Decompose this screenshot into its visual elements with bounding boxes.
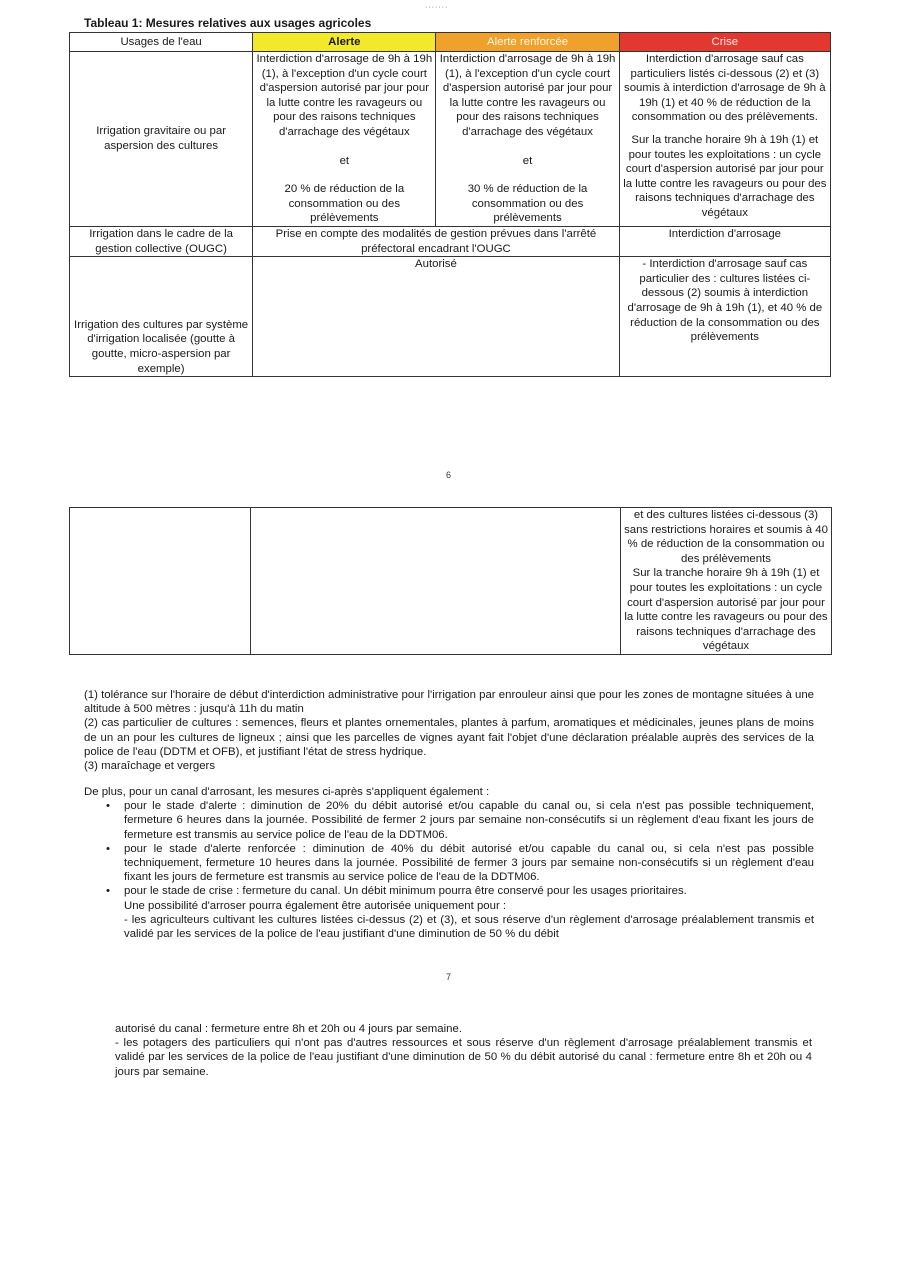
cell-merged-ougc: Prise en compte des modalités de gestion prévues dans l'arrêté préfectoral encadrant l'OUGC bbox=[253, 226, 619, 256]
header-alerte-renforcee: Alerte renforcée bbox=[436, 33, 619, 52]
cell-text: 20 % de réduction de la consommation ou des prélèvements bbox=[284, 183, 405, 225]
canal-section bbox=[84, 785, 814, 941]
cell-crise bbox=[619, 52, 830, 227]
cell-crise-ougc: Interdiction d'arrosage bbox=[619, 226, 830, 256]
cell-text: Interdiction d'arrosage de 9h à 19h (1), à l'exception d'un cycle court d'aspersion autorisé par jour pour la lutte contre les ravageurs ou pour des raisons techniques d'arrachage des végétaux bbox=[439, 53, 616, 138]
cell-text: et bbox=[522, 154, 533, 167]
usage-irrigation-localisee: Irrigation des cultures par système d'irrigation localisée (goutte à goutte, micro-aspersion par exemple) bbox=[70, 257, 253, 377]
cell-crise-continued bbox=[621, 508, 832, 655]
table-row bbox=[70, 226, 831, 256]
cell-text: 30 % de réduction de la consommation ou des prélèvements bbox=[467, 183, 588, 225]
footnotes bbox=[84, 688, 814, 773]
cell-empty bbox=[251, 508, 621, 655]
cell-text: et des cultures listées ci-dessous (3) sans restrictions horaires et soumis à 40 % de réduction de la consommation ou des prélèvements bbox=[624, 509, 828, 565]
cell-text: et bbox=[339, 154, 350, 167]
canal-section-continued bbox=[115, 1022, 812, 1079]
header-alerte: Alerte bbox=[253, 33, 436, 52]
cell-alerte-renforcee bbox=[436, 52, 619, 227]
cell-text: Sur la tranche horaire 9h à 19h (1) et pour toutes les exploitations : un cycle court d'aspersion autorisé par jour pour la lutte contre les ravageurs ou pour des raisons techniques d'arrachage des végétaux bbox=[623, 133, 827, 219]
crise-dash-1: - les agriculteurs cultivant les cultures listées ci-dessus (2) et (3), et sous réserve d'un règlement d'arrosage préalablement transmis et validé par les services de la police de l'eau justifiant d'une diminution de 50 % du débit bbox=[124, 913, 814, 941]
cell-alerte bbox=[253, 52, 436, 227]
cell-crise-localisee: - Interdiction d'arrosage sauf cas particulier des : cultures listées ci-dessous (2) soumis à interdiction d'arrosage de 9h à 19h (1), et 40 % de réduction de la consommation ou des prélèvements bbox=[619, 257, 830, 377]
crise-dash-1-end: autorisé du canal : fermeture entre 8h et 20h ou 4 jours par semaine. bbox=[115, 1023, 462, 1035]
table-row bbox=[70, 257, 831, 377]
crise-sub: Une possibilité d'arroser pourra également être autorisée uniquement pour : bbox=[124, 899, 507, 912]
header-usages: Usages de l'eau bbox=[70, 33, 253, 52]
footnote: (1) tolérance sur l'horaire de début d'interdiction administrative pour l'irrigation par enrouleur ainsi que pour les zones de montagne situées à une altitude à 500 mètres : jusqu'à 11h du matin bbox=[84, 689, 814, 716]
table-row bbox=[70, 508, 832, 655]
usage-ougc: Irrigation dans le cadre de la gestion collective (OUGC) bbox=[70, 226, 253, 256]
bullet-icon: • bbox=[106, 842, 110, 855]
restrictions-table-continued bbox=[69, 507, 832, 655]
footnote: (3) maraîchage et vergers bbox=[84, 760, 216, 773]
bullet-icon: • bbox=[106, 800, 110, 813]
cell-text: Interdiction d'arrosage de 9h à 19h (1), à l'exception d'un cycle court d'aspersion autorisé par jour pour la lutte contre les ravageurs ou pour des raisons techniques d'arrachage des végétaux bbox=[256, 53, 433, 138]
crise-dash-2: - les potagers des particuliers qui n'ont pas d'autres ressources et sous réserve d'un règlement d'arrosage préalablement transmis et validé par les services de la police de l'eau justifiant d'une diminution de 50 % du débit autorisé du canal : fermeture entre 8h et 20h ou 4 jours par semaine. bbox=[115, 1037, 812, 1078]
header-fragment: ······· bbox=[425, 4, 449, 11]
restrictions-table bbox=[69, 32, 831, 377]
table-row bbox=[70, 52, 831, 227]
list-item: • pour le stade d'alerte : diminution de 20% du débit autorisé et/ou capable du canal ou, si cela n'est pas possible techniquement, fermeture 6 heures dans la journée. Possibilité de fermer 2 jours par semaine non-consécutifs si un règlement d'eau fixant les jours de fermeture est transmis au service police de l'eau de la DDTM06. bbox=[106, 800, 814, 841]
cell-empty bbox=[70, 508, 251, 655]
cell-text: Interdiction d'arrosage sauf cas particuliers listés ci-dessous (2) et (3) soumis à interdiction d'arrosage de 9h à 19h (1) et 40 % de réduction de la consommation ou des prélèvements. bbox=[624, 53, 826, 124]
list-item: • pour le stade de crise : fermeture du canal. Un débit minimum pourra être conservé pour les usages prioritaires. bbox=[106, 885, 687, 898]
page-number: 6 bbox=[446, 470, 452, 480]
list-item: • pour le stade d'alerte renforcée : diminution de 40% du débit autorisé et/ou capable du canal ou, si cela n'est pas possible techniquement, fermeture 10 heures dans la journée. Possibilité de fermer 3 jours par semaine non-consécutifs si un règlement d'eau fixant les jours de fermeture est transmis au service police de l'eau de la DDTM06. bbox=[106, 842, 814, 884]
footnote: (2) cas particulier de cultures : semences, fleurs et plantes ornementales, plantes à parfum, aromatiques et médicinales, jeunes plans de moins de un an pour les cultures de ligneux ; ainsi que les parcelles de vignes ayant fait l'objet d'une déclaration préalable auprès des services de la police de l'eau (DDTM et OFB), et justifiant l'état de stress hydrique. bbox=[84, 717, 814, 758]
canal-bullets bbox=[84, 799, 814, 898]
cell-text: Sur la tranche horaire 9h à 19h (1) et pour toutes les exploitations : un cycle court d'aspersion autorisé par jour pour la lutte contre les ravageurs ou pour des raisons techniques d'arrachage des végétaux bbox=[624, 567, 828, 653]
page-number: 7 bbox=[446, 972, 452, 982]
cell-merged-autorise: Autorisé bbox=[253, 257, 619, 377]
bullet-icon: • bbox=[106, 885, 110, 898]
table-header-row bbox=[70, 33, 831, 52]
usage-irrigation-gravitaire: Irrigation gravitaire ou par aspersion des cultures bbox=[70, 52, 253, 227]
table-caption: Tableau 1: Mesures relatives aux usages agricoles bbox=[84, 16, 372, 30]
canal-intro: De plus, pour un canal d'arrosant, les mesures ci-après s'appliquent également : bbox=[84, 786, 490, 798]
header-crise: Crise bbox=[619, 33, 830, 52]
